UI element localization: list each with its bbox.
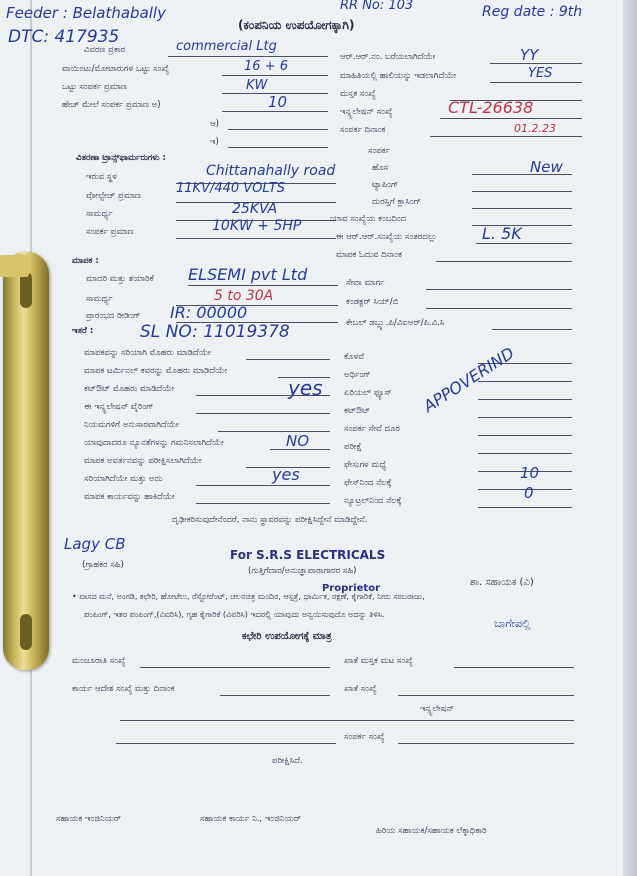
hw-value: 16 + 6 <box>244 59 288 74</box>
field-label: ಇನ್ಸ್ಟಲೇಷನ್ <box>420 704 454 714</box>
field-line <box>220 695 330 696</box>
field-label: ಮಾಪಕ ಕಾರ್ಯವನ್ನು ಹಾಕಿದೆಯೇ <box>84 492 175 502</box>
field-line <box>222 111 328 112</box>
contractor-signature-label: (ಗುತ್ತಿಗೆದಾರ/ಅನುಜ್ಞಾಪಾರಾಗಾರರ ಸಹಿ) <box>248 566 357 576</box>
customer-signature-label: (ಗ್ರಾಹಕರ ಸಹಿ) <box>82 560 124 570</box>
field-label: ದುರಸ್ತಿಗೆ ಕ್ಲಾಸಿಂಗ್ <box>372 197 422 207</box>
field-label: ಸರಿಯಾಗಿದೆಯೇ ಮತ್ತು ಅದು <box>84 474 163 484</box>
note-text: ಪಂಪಿಂಗ್, ಇತರ ಪಂಪಿಂಗ್,(ವಿವರಿಸಿ), ಗೃಹ ಕೈಗಾರಿಕೆ (ವಿವರಿಸಿ) ಇದರಲ್ಲಿ ಯಾವುದು ಅನ್ವಯಿಸುವುದೊ ಅದನ್ನು ತಿಳಿಸಿ. <box>84 610 385 619</box>
field-label: ಇ) <box>210 137 219 147</box>
section-heading: ಮಾಪಕ : <box>72 256 99 266</box>
page-title: (ಕಂಪನಿಯ ಉಪಯೋಗಕ್ಕಾಗಿ) <box>238 18 355 32</box>
file-clip <box>3 252 49 670</box>
field-line <box>196 503 330 504</box>
field-label: ಮಾಪಕ ಅವರ್ತನವನ್ನು ಪರೀಕ್ಷಿಸಲಾಗಿದೆಯೇ <box>84 456 202 466</box>
hw-reg-date: Reg date : 9th <box>482 4 583 20</box>
field-line <box>196 485 330 486</box>
field-label: ಮಾದರಿ ಮತ್ತು ತಯಾರಿಕೆ <box>86 274 154 284</box>
field-line <box>120 720 574 721</box>
verified-text: ಪರೀಕ್ಷಿಸಿದೆ. <box>272 756 303 766</box>
field-label: ಯಾವ ಸಂಖ್ಯೆಯ ಕಂಬದಿಂದ <box>330 214 407 224</box>
field-line <box>246 359 330 360</box>
field-line <box>228 129 328 130</box>
field-line <box>430 136 582 137</box>
field-line <box>140 667 330 668</box>
field-label: ನಿಯಮಗಳಿಗೆ ಅನುಸಾರವಾಗಿದೆಯೇ <box>84 420 179 430</box>
footer-senior-assistant: ಹಿರಿಯ ಸಹಾಯಕ/ಸಹಾಯಕ ಲೆಕ್ಕಾಧಿಕಾರಿ <box>376 826 487 836</box>
field-label: ಮಸ್ತಕ ಸಂಖ್ಯೆ <box>340 89 376 99</box>
field-line <box>440 118 582 119</box>
field-label: ಯಾವುದಾದರೂ ನ್ಯೂನತೆಗಳನ್ನು ಗಮನಿಸಲಾಗಿದೆಯೇ <box>84 438 224 448</box>
clip-slot <box>20 272 32 308</box>
field-label: ಕಟ್‌ಔಟ್ ಮೊಹರು ಮಾಡಿದೆಯೇ <box>84 384 175 394</box>
declaration-text: ದೃಢೀಕರಿಸುವುದೇನೆಂದರೆ, ನಾನು ಸ್ಥಾವರವನ್ನು ಪರೀಕ್ಷಿಸಿದ್ದೇನೆ ಮಾಡಿದ್ದೇನೆ. <box>172 515 368 525</box>
field-line <box>228 147 328 148</box>
field-label: ಮಾಪಕವನ್ನು ಸರಿಯಾಗಿ ಮೊಹರು ಮಾಡಿದೆಯೇ <box>84 348 211 358</box>
hw-value: KW <box>246 78 268 93</box>
field-label: ಸಂಪರ್ಕ ಸಂಖ್ಯೆ <box>344 732 385 742</box>
hw-approved: APPOVERIND <box>420 343 518 416</box>
field-label: ಟ್ಯಾಪಿಂಗ್ <box>372 180 399 190</box>
field-line <box>490 82 582 83</box>
field-label: ಸೇವಾ ಮಾರ್ಗ <box>346 278 385 288</box>
field-line <box>188 285 338 286</box>
field-label: ಈ ಇನ್ಸ್ಟಲೇಷನ್ ವೈರಿಂಗ್ <box>84 402 154 412</box>
field-line <box>398 743 574 744</box>
proprietor-stamp: Proprietor <box>322 583 381 594</box>
field-line <box>478 381 572 382</box>
field-label: ಕಟ್‌ಔಟ್ <box>344 406 371 416</box>
field-label: ಏರಿಯಲ್ ಫ್ಯೂಸ್ <box>344 388 392 398</box>
engineer-label: ಶಾ. ಸಹಾಯಕ (ವಿ) <box>470 577 534 588</box>
field-label: ವೋಲ್ಟೇಜ್ ಪ್ರಮಾಣ <box>86 191 141 201</box>
hw-value: YY <box>520 46 539 64</box>
field-line <box>454 667 574 668</box>
field-line <box>436 261 572 262</box>
note-text: • ವಾಸದ ಮನೆ, ಅಂಗಡಿ, ಕಛೇರಿ, ಹೋಟೆಲು, ರೆಸ್ಟೋರೆಂಟ್, ಚಲನಚಿತ್ರ ಮಂದಿರ, ಆಸ್ಪತ್ರೆ, ಧಾರ್ಮಿಕ, ರಕ್ಷಣೆ, ಕೈಗಾರಿಕೆ, ನೀರು ಸರಬರಾಜು, <box>72 592 425 601</box>
field-line <box>168 56 328 57</box>
footer-asst-exec-engineer: ಸಹಾಯಕ ಕಾರ್ಯ ನಿ., ಇಂಜಿನಿಯರ್ <box>200 814 301 824</box>
field-label: ಫೇಸುಗಳ ಮಧ್ಯೆ <box>344 460 387 470</box>
field-line <box>222 75 328 76</box>
engineer-place: ಬಾಗೇಪಲ್ಲಿ <box>494 617 531 630</box>
office-heading: ಕಛೇರಿ ಉಪಯೋಗಕ್ಕೆ ಮಾತ್ರ <box>242 631 332 642</box>
field-label: ಒಟ್ಟು ಸಂಪರ್ಕ ಪ್ರಮಾಣ <box>62 82 127 92</box>
field-label: ಸಂಪರ್ಕ <box>368 146 390 156</box>
field-label: ಅರ್ಥಿಂಗ್ <box>344 370 371 380</box>
field-line <box>478 399 572 400</box>
field-label: ಸಾಮರ್ಥ್ಯ <box>86 294 113 304</box>
field-label: ವಾಯಿಂಟು/ಮೋಟಾರುಗಳ ಒಟ್ಟು ಸಂಖ್ಯೆ <box>62 64 170 74</box>
hw-value: CTL-26638 <box>448 98 534 117</box>
field-line <box>478 435 572 436</box>
field-line <box>492 329 572 330</box>
field-label: ಆ) <box>210 119 219 129</box>
field-label: ಸಂಪರ್ಕ ದಿನಾಂಕ <box>340 125 386 135</box>
hw-value: ELSEMI pvt Ltd <box>188 265 308 284</box>
field-line <box>196 413 330 414</box>
hw-value: commercial Ltg <box>176 39 277 54</box>
field-label: ನ್ಯೂಟ್ರಲ್‌ನಿಂದ ನೆಲಕ್ಕೆ <box>344 496 402 506</box>
hw-value: L. 5K <box>482 224 522 243</box>
field-line <box>476 243 572 244</box>
section-heading: ಇತರೆ : <box>72 326 94 336</box>
contractor-stamp: For S.R.S ELECTRICALS <box>230 548 386 562</box>
hw-value: New <box>530 158 563 176</box>
field-label: ಮಾಪಕ ಓದುವ ದಿನಾಂಕ <box>336 250 402 260</box>
hw-value: yes <box>288 376 323 400</box>
field-line <box>398 695 574 696</box>
field-label: ಫೇಸ್‌ನಿಂದ ನೆಲಕ್ಕೆ <box>344 478 392 488</box>
hw-value: IR: 00000 <box>170 303 248 322</box>
field-label: ಕೊಳವೆ <box>344 352 365 362</box>
field-label: ಹೇಚ್ ಮೇಲೆ ಸಂಪರ್ಕ ಪ್ರಮಾಣ ಅ) <box>62 100 161 110</box>
hw-serial: SL NO: 11019378 <box>140 322 290 342</box>
field-label: ಇನ್ಸ್ಟಲೇಷನ್ ಸಂಖ್ಯೆ <box>340 107 393 117</box>
field-line <box>472 191 572 192</box>
field-label: ಖಾತೆ ಸಂಖ್ಯೆ <box>344 684 377 694</box>
hw-feeder: Feeder : Belathabally <box>6 4 166 22</box>
hw-value: 10 <box>268 93 288 111</box>
hw-value: 5 to 30A <box>214 288 274 304</box>
hw-value: 10KW + 5HP <box>212 218 302 234</box>
field-line <box>426 289 572 290</box>
field-label: ಕೇಬಲ್ ಡಬ್ಲ್ಯು.ಪಿ/ವಿಐಆರ್/ಪಿ.ವಿ.ಸಿ <box>346 318 445 328</box>
field-label: ಖಾತೆ ಮಸ್ತಕ ಮಟ ಸಂಖ್ಯೆ <box>344 656 413 666</box>
field-line <box>478 453 572 454</box>
field-label: ಮಂಜೂರಾತಿ ಸಂಖ್ಯೆ <box>72 656 126 666</box>
field-label: ಹೊಸ <box>372 163 389 173</box>
hw-value: Chittanahally road <box>206 163 336 179</box>
field-line <box>478 417 572 418</box>
field-label: ಆರ್.ಆರ್.ನಂ. ಬರೆಯಲಾಗಿದೆಯೇ <box>340 52 436 62</box>
hw-value: 0 <box>524 484 534 502</box>
field-label: ಸಾಮರ್ಥ್ಯ <box>86 209 113 219</box>
field-line <box>176 238 336 239</box>
clip-tab <box>0 255 29 277</box>
hw-customer-signature: Lagy CB <box>64 535 126 553</box>
hw-dtc: DTC: 417935 <box>8 27 120 47</box>
field-line <box>472 208 572 209</box>
hw-value: 10 <box>520 464 540 482</box>
hw-rr-code: RR No: 103 <box>340 0 414 13</box>
field-line <box>426 308 572 309</box>
clip-slot <box>20 614 32 650</box>
hw-value: 11KV/440 VOLTS <box>176 181 285 196</box>
footer-asst-engineer: ಸಹಾಯಕ ಇಂಜಿನಿಯರ್ <box>56 814 122 824</box>
field-label: ಸಂಪರ್ಕ ಸೇವೆ ದೂರ <box>344 424 400 434</box>
field-label: ಕಂಡಕ್ಟರ್ ಸಿಯ್/ಬಿ <box>346 297 399 307</box>
field-label: ಪರೀಕ್ಷೆ <box>344 442 362 452</box>
hw-value: yes <box>272 465 300 484</box>
field-line <box>218 431 330 432</box>
field-label: ಮಾಪಕ ಟರ್ಮಿನಲ್ ಕವರನ್ನು ಮೊಹರು ಮಾಡಿದೆಯೇ <box>84 366 228 376</box>
hw-value: NO <box>286 432 310 450</box>
hw-value: 25KVA <box>232 201 278 217</box>
field-label: ಪ್ರಾರಂಭದ ರೀಡಿಂಗ್ <box>86 311 141 321</box>
hw-value: 01.2.23 <box>514 122 556 135</box>
field-label: ಈ ಆರ್.ಆರ್.ಸಂಖ್ಯೆಯ ಸಂತರದಲ್ಲು <box>336 232 437 242</box>
field-label: ವಿವರಣ ಪ್ರಕಾರ <box>84 45 126 55</box>
page-edge <box>623 0 637 876</box>
section-heading: ವಿತರಣಾ ಟ್ರಾನ್ಸ್‌ಫಾರ್ಮರುಗಳು : <box>76 153 166 163</box>
field-label: ಮಾಹಿತಿಯಲ್ಲಿ ಹಾಲಿಯನ್ನು ಇಡಲಾಗಿದೆಯೇ <box>340 71 457 81</box>
field-line <box>478 507 572 508</box>
field-label: ಕಾರ್ಯ ಆದೇಶ ಸಂಖ್ಯೆ ಮತ್ತು ದಿನಾಂಕ <box>72 684 175 694</box>
hw-value: YES <box>528 66 553 81</box>
field-label: ಸಂಪರ್ಕ ಪ್ರಮಾಣ <box>86 227 134 237</box>
field-label: ಇರುವ ಸ್ಥಳ <box>86 172 117 182</box>
field-line <box>116 743 336 744</box>
